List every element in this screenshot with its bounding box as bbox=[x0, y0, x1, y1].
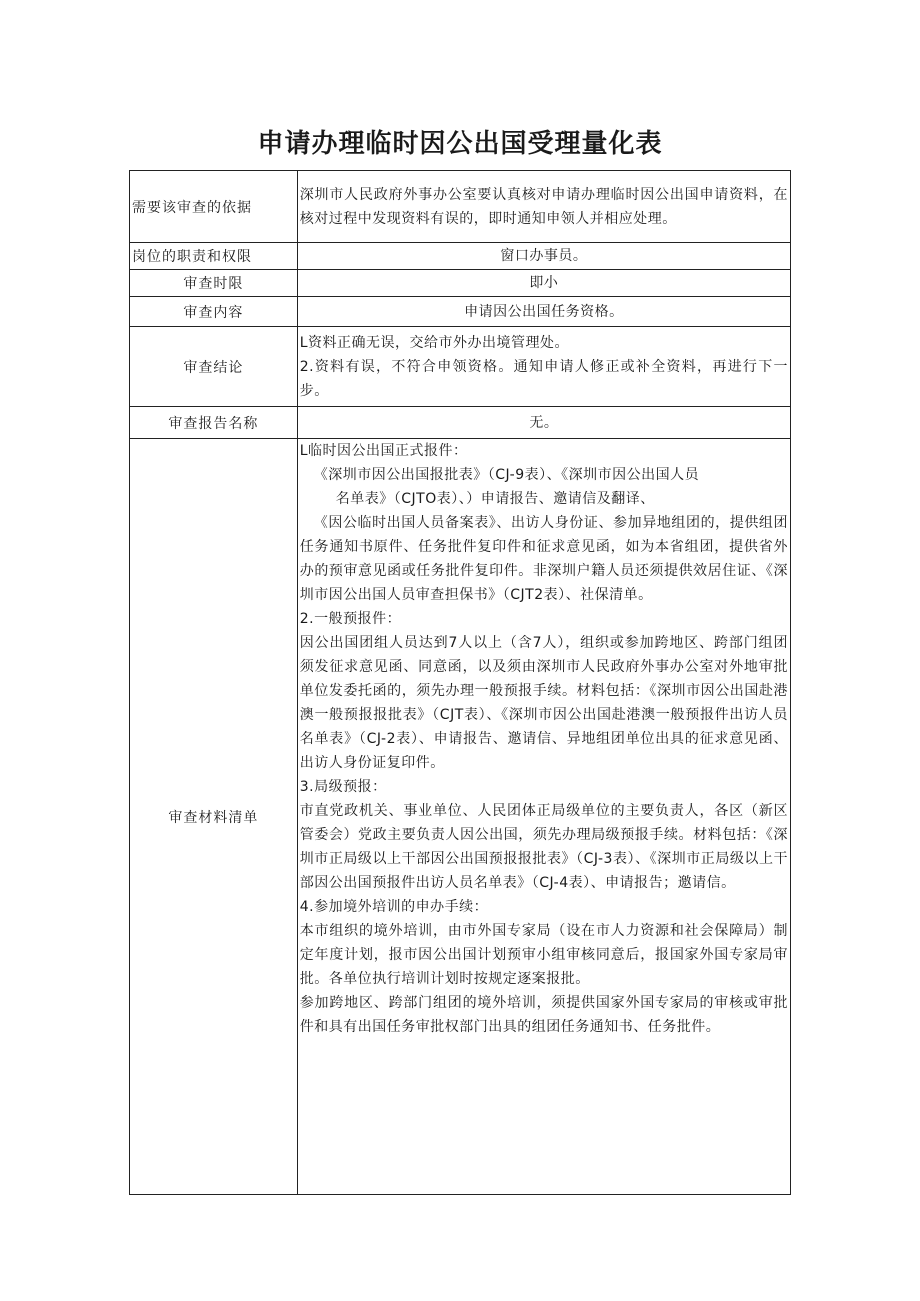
review-form-table bbox=[129, 170, 791, 1195]
report-name-value: 无。 bbox=[297, 407, 790, 439]
conclusion-line-2: 2.资料有误，不符合申领资格。通知申请人修正或补全资料，再进行下一步。 bbox=[299, 358, 788, 399]
table-row bbox=[130, 270, 791, 297]
time-limit-value: 即小 bbox=[297, 270, 790, 297]
materials-line: 名单表》（CJTO表）、）申请报告、邀请信及翻译、 bbox=[335, 491, 655, 507]
basis-value: 深圳市人民政府外事办公室要认真核对申请办理临时因公出国申请资料，在核对过程中发现资料有误的，即时通知申领人并相应处理。 bbox=[297, 171, 790, 243]
materials-line: 本市组织的境外培训，由市外国专家局（设在市人力资源和社会保障局）制定年度计划，报市因公出国计划预审小组审核同意后，报国家外国专家局审批。各单位执行培训计划时按规定逐案报批。 bbox=[299, 923, 788, 987]
materials-line: L临时因公出国正式报件： bbox=[299, 443, 468, 459]
materials-line: 参加跨地区、跨部门组团的境外培训，须提供国家外国专家局的审核或审批件和具有出国任务审批权部门出具的组团任务通知书、任务批件。 bbox=[299, 995, 788, 1035]
table-row bbox=[130, 439, 791, 1195]
conclusion-value bbox=[297, 327, 790, 407]
report-name-label: 审查报告名称 bbox=[130, 407, 298, 439]
table-row bbox=[130, 407, 791, 439]
materials-line: 2.一般预报件： bbox=[299, 611, 402, 627]
table-row bbox=[130, 171, 791, 243]
time-limit-label: 审查时限 bbox=[130, 270, 298, 297]
table-row bbox=[130, 243, 791, 270]
content-label: 审查内容 bbox=[130, 297, 298, 327]
table-row bbox=[130, 327, 791, 407]
table-row bbox=[130, 297, 791, 327]
materials-line: 因公出国团组人员达到7人以上（含7人），组织或参加跨地区、跨部门组团须发征求意见函、同意函，以及须由深圳市人民政府外事办公室对外地审批单位发委托函的，须先办理一般预报手续。材料包括：《深圳市因公出国赴港澳一般预报报批表》（CJT表）、《深圳市因公出国赴港澳一般预报件出访人员名单表》（CJ-2表）、申请报告、邀请信、异地组团单位出具的征求意见函、出访人身份证复印件。 bbox=[299, 635, 788, 771]
materials-line: 《因公临时出国人员备案表》、出访人身份证、参加异地组团的，提供组团任务通知书原件、任务批件复印件和征求意见函，如为本省组团，提供省外办的预审意见函或任务批件复印件。非深圳户籍人员还须提供效居住证、《深圳市因公出国人员审查担保书》（CJT2表）、社保清单。 bbox=[299, 515, 788, 603]
materials-line: 市直党政机关、事业单位、人民团体正局级单位的主要负责人，各区（新区管委会）党政主要负责人因公出国，须先办理局级预报手续。材料包括：《深圳市正局级以上干部因公出国预报报批表》（CJ-3表）、《深圳市正局级以上干部因公出国预报件出访人员名单表》（CJ-4表）、申请报告；邀请信。 bbox=[299, 803, 788, 891]
conclusion-line-1: L资料正确无误，交给市外办出境管理处。 bbox=[299, 334, 570, 351]
role-value: 窗口办事员。 bbox=[297, 243, 790, 270]
materials-line: 《深圳市因公出国报批表》（CJ-9表）、《深圳市因公出国人员 bbox=[313, 467, 700, 483]
materials-line: 3.局级预报： bbox=[299, 779, 387, 795]
role-label: 岗位的职责和权限 bbox=[130, 243, 298, 270]
materials-line: 4.参加境外培训的申办手续： bbox=[299, 899, 489, 915]
content-value: 申请因公出国任务资格。 bbox=[297, 297, 790, 327]
page-title: 申请办理临时因公出国受理量化表 bbox=[257, 129, 663, 159]
conclusion-label: 审查结论 bbox=[130, 327, 298, 407]
materials-label: 审查材料清单 bbox=[130, 439, 298, 1195]
basis-label: 需要该审查的依据 bbox=[130, 171, 298, 243]
materials-value bbox=[297, 439, 790, 1195]
